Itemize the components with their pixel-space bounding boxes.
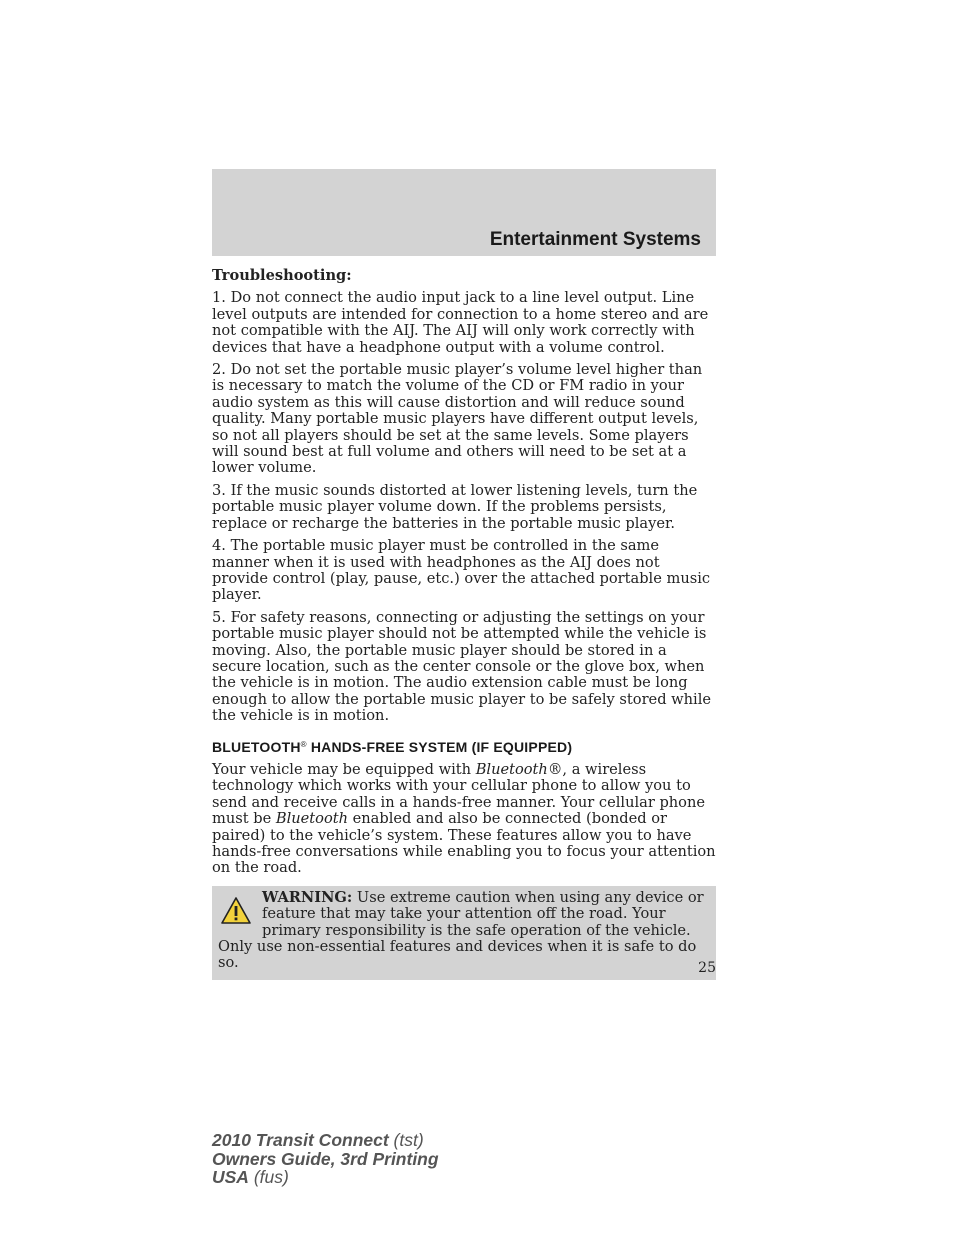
section-header-band [212,169,716,256]
footer-line-3 [212,1168,439,1187]
intro-registered-mark: ® [547,760,563,778]
intro-text: Your vehicle may be equipped with [212,760,476,778]
footer-market-code: (fus) [248,1167,289,1187]
warning-triangle-icon [220,896,252,926]
footer-model: 2010 Transit Connect [212,1130,389,1150]
intro-text: enabled and also be connected (bonded or paired) to the vehicle’s system. These features allow you to have hands-free conversations while enabling you to focus your attention on the road. [212,810,716,877]
intro-italic-bluetooth: Bluetooth [275,810,348,828]
bluetooth-heading-rest: HANDS-FREE SYSTEM (IF EQUIPPED) [306,738,573,755]
intro-italic-bluetooth: Bluetooth [475,760,548,778]
footer-line-2: Owners Guide, 3rd Printing [212,1148,439,1169]
section-title: Entertainment Systems [489,229,701,250]
warning-text: Use extreme caution when using any device or feature that may take your attention off the road. Your primary responsibility is the safe operation of the vehicle. Only use non-essential features and devices when it is safe to do so. [218,888,704,972]
bluetooth-heading [212,737,716,755]
footer [212,1131,439,1187]
page-content [212,266,716,980]
footer-line-1 [212,1131,439,1150]
footer-market: USA [212,1167,249,1187]
troubleshooting-item: 5. For safety reasons, connecting or adjusting the settings on your portable music player should not be attempted while the vehicle is moving. Also, the portable music player should be stored in a secure location, such as the center console or the glove box, when the vehicle is in motion. The audio extension cable must be long enough to allow the portable music player to be safely stored while the vehicle is in motion. [212,608,712,725]
registered-mark: ® [300,739,307,749]
bluetooth-intro [212,762,716,877]
troubleshooting-item: 2. Do not set the portable music player’s volume level higher than is necessary to match the volume of the CD or FM radio in your audio system as this will cause distortion and will reduce sound quality. Many portable music players have different output levels, so not all players should be set at the same levels. Some players will sound best at full volume and others will need to be set at a lower volume. [212,361,703,477]
troubleshooting-item: 3. If the music sounds distorted at lower listening levels, turn the portable music player volume down. If the problems persists, replace or recharge the batteries in the portable music player. [212,481,698,532]
troubleshooting-heading: Troubleshooting: [212,267,352,284]
bluetooth-heading-word: BLUETOOTH [212,738,301,755]
footer-model-code: (tst) [388,1130,424,1150]
warning-label: WARNING: [262,888,353,906]
warning-box [212,886,716,980]
page-number: 25 [698,960,716,976]
troubleshooting-item: 4. The portable music player must be controlled in the same manner when it is used with headphones as the AIJ does not provide control (play, pause, etc.) over the attached portable music player. [212,537,711,604]
intro-text: , a wireless technology which works with your cellular phone to allow you to send and receive calls in a hands-free manner. Your cellular phone must be [212,760,706,828]
troubleshooting-item: 1. Do not connect the audio input jack to a line level output. Line level outputs are intended for connection to a home stereo and are not compatible with the AIJ. The AIJ will only work correctly with devices that have a headphone output with a volume control. [212,289,709,356]
